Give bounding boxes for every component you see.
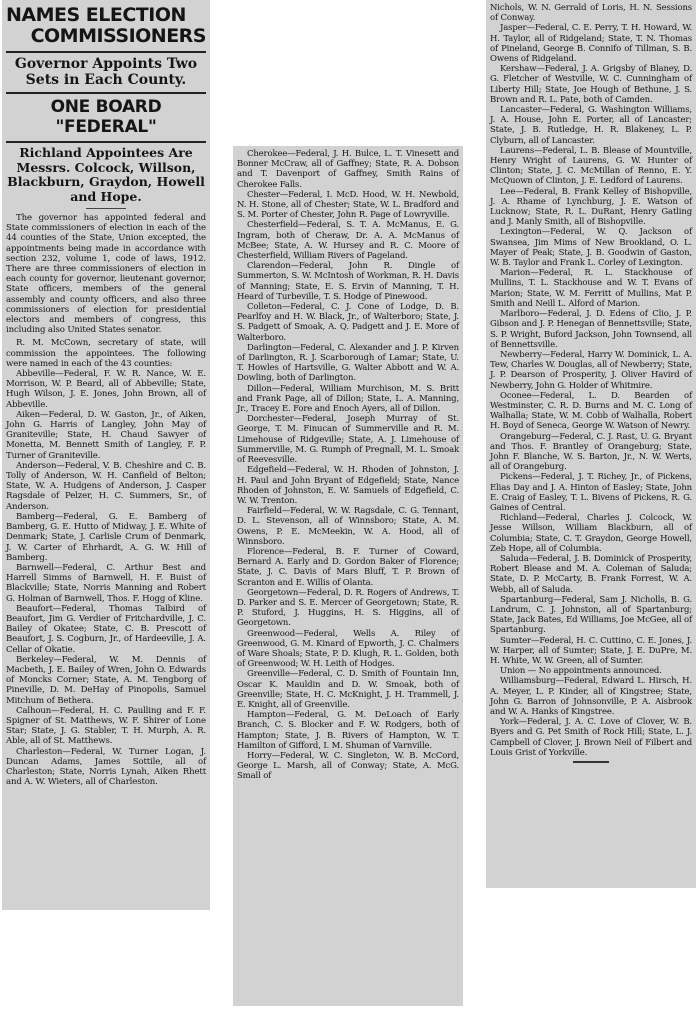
column-3 [486,0,696,888]
county-entry-edgefield: Edgefield—Federal, W. H. Rhoden of Johnston, J. H. Paul and John Bryant of Edgefield; State, Nance Rhoden of Johnston, E. W. Samuels of Edgefield, C. W. W. Trenton. [237,465,459,506]
county-entry-york: York—Federal, J. A. C. Love of Clover, W. B. Byers and G. Pet Smith of Rock Hill; State, L. J. Campbell of Clover, J. Brown Neil of Filbert and Louis Grist of Yorkville. [490,717,692,758]
county-entry-clarendon: Clarendon—Federal, John R. Dingle of Summerton, S. W. McIntosh of Workman, R. H. Davis of Manning; State, E. S. Ervin of Manning, T. H. Heard of Turbeville, T. S. Hodge of Pinewood. [237,261,459,302]
county-entry-berkeley: Berkeley—Federal, W. M. Dennis of Macbeth, J. E. Bailey of Wren, John O. Edwards of Moncks Corner; State, A. M. Tengborg of Pineville, D. M. DeHay of Pinopolis, Samuel Mitchum of Bethera. [6,654,206,706]
county-entry-lexington: Lexington—Federal, W. Q. Jackson of Swansea, Jim Mims of New Brookland, O. L. Mayer of Peak; State, J. B. Goodwin of Gaston, W. B. Taylor and Frank L. Corley of Lexington. [490,227,692,269]
county-entry-darlington: Darlington—Federal, C. Alexander and J. P. Kirven of Darlington, R. J. Scarborough of Lamar; State, U. T. Howles of Hartsville, G. Walter Abbott and W. A. Dowling, both of Darlington. [237,342,459,384]
county-entry-greenwood: Greenwood—Federal, Wells A. Riley of Greenwood, G. M. Kinard of Epworth, J. C. Chalmers of Ware Shoals; State, P. D. Klugh, R. L. Golden, both of Greenwood; W. H. Leith of Hodges. [237,628,459,670]
county-entry-bamberg: Bamberg—Federal, G. E. Bamberg of Bamberg, G. E. Hutto of Midway, J. E. White of Denmark; State, J. Carlisle Crum of Denmark, J. W. Carter of Ehrhardt, A. G. W. Hill of Bamberg. [6,511,206,563]
county-entry-barnwell: Barnwell—Federal, C. Arthur Best and Harrell Simms of Barnwell, H. F. Buist of Blackville; State, Norris Manning and Robert G. Holman of Barnwell, Thos. F. Hogg of Kline. [6,562,206,604]
county-entry-jasper: Jasper—Federal, C. E. Perry, T. H. Howard, W. H. Taylor, all of Ridgeland; State, T. N. Thomas of Pineland, George B. Connifo of Tillman, S. B. Owens of Ridgeland. [490,23,692,65]
county-entry-richland: Richland—Federal, Charles J. Colcock, W. Jesse Willson, William Blackburn, all of Columbia; State, C. T. Graydon, George Howell, Zeb Hope, all of Columbia. [490,513,692,554]
county-entry-horry-continued: Nichols, W. N. Gerrald of Loris, H. N. Sessions of Conway. [490,3,692,24]
county-entry-colleton: Colleton—Federal, C. J. Cone of Lodge, D. B. Pearlfoy and H. W. Black, Jr., of Walterboro; State, J. S. Padgett of Smoak, A. Q. Padgett and J. E. More of Walterboro. [237,302,459,343]
county-entry-fairfield: Fairfield—Federal, W. W. Ragsdale, C. G. Tennant, D. L. Stevenson, all of Winnsboro; State, A. M. Owens, P. E. McMeekin, W. A. Hood, all of Winnsboro. [237,506,459,547]
headline-line-2: COMMISSIONERS [30,25,206,47]
paragraph: The governor has appointed federal and State commissioners of election in each of the 44 counties of the State, Union excepted, the appointments being made in accordance with section 232, volume 1, code of laws, 1912. There are three commissioners of election in each county for governor, lieutenant governor, State officers, members of the general assembly and county officers, and also three commissioners of election for presidential electors and members of congress, this including also United States senator. [6,213,206,336]
county-entry-charleston: Charleston—Federal, W. Turner Logan, J. Duncan Adams, James Sottile, all of Charleston; State, Norris Lynah, Aiken Rhett and A. W. Wieters, all of Charleston. [6,746,206,788]
county-entry-lee: Lee—Federal, B. Frank Kelley of Bishopville, J. A. Rhame of Lynchburg, J. E. Watson of Lucknow; State, R. L. DuRant, Henry Gatling and J. Manly Smith, all of Bishopville. [490,186,692,228]
end-rule [573,761,609,763]
county-entry-saluda: Saluda—Federal, J. B. Dominick of Prosperity, Robert Blease and M. A. Coleman of Saluda; State, D. P. McCarty, B. Frank Forrest, W. A. Webb, all of Saluda. [490,553,692,595]
county-entry-orangeburg: Orangeburg—Federal, C. J. Rast, U. G. Bryant and Thos. F. Brantley of Orangeburg; State, John F. Blanche, W. S. Barton, Jr., N. W. Werts, all of Orangeburg. [490,431,692,473]
county-entry-williamsburg: Williamsburg—Federal, Edward L. Hirsch, H. A. Meyer, L. P. Kinder, all of Kingstree; State, John G. Barron of Johnsonville, P. A. Aisbrook and W. A. Hanks of Kingstree. [490,676,692,718]
county-entry-chesterfield: Chesterfield—Federal, S. T. A. McManus, E. G. Ingram, both of Cheraw, Dr. A. A. McManus of McBee; State, A. W. Hursey and R. C. Moore of Chesterfield, William Rivers of Pageland. [237,220,459,262]
county-entry-lancaster: Lancaster—Federal, G. Washington Williams, J. A. House, John E. Porter, all of Lancaster; State, J. B. Rutledge, H. R. Blakeney, L. P. Clyburn, all of Lancaster. [490,105,692,146]
county-entry-abbeville: Abbeville—Federal, F. W. R. Nance, W. E. Morrison, W. P. Beard, all of Abbeville; State, Hugh Wilson, J. E. Jones, John Brown, all of Abbeville. [6,369,206,410]
county-entry-marlboro: Marlboro—Federal, J. D. Edens of Clio, J. P. Gibson and J. P. Henegan of Bennettsville; State, S. P. Wright, Buford Jackson, John Townsend, all of Bennettsville. [490,309,692,350]
column-2 [233,146,463,1006]
county-entry-oconee: Oconee—Federal, L. D. Bearden of Westminster, C. R. D. Burns and M. C. Long of Walhalla; State, W. M. Cobb of Walhalla, Robert H. Boyd of Seneca, George W. Watson of Newry. [490,390,692,432]
subheadline-3: Richland Appointees Are Messrs. Colcock, Willson, Blackburn, Graydon, Howell and Hope. [7,145,205,204]
headline-rule [6,51,206,53]
county-entry-kershaw: Kershaw—Federal, J. A. Grigsby of Blaney, D. G. Fletcher of Westville, W. C. Cunningham of Liberty Hill; State, Joe Hough of Bethune, J. S. Brown and R. L. Pate, both of Camden. [490,64,692,105]
column-1 [2,0,210,910]
headline-line-1: NAMES ELECTION [6,4,186,26]
county-entry-pickens: Pickens—Federal, J. T. Richey, Jr., of Pickens, Elias Day and J. A. Hinton of Easley; State, John E. Craig of Easley, T. L. Bivens of Pickens, R. G. Gaines of Central. [490,472,692,513]
subheadline-rule-2 [6,141,206,143]
subheadline-2: ONE BOARD "FEDERAL" [50,97,162,137]
county-entry-cherokee: Cherokee—Federal, J. H. Bulce, L. T. Vinesett and Bonner McCraw, all of Gaffney; State, R. A. Dobson and T. Davenport of Gaffney, Smith Rains of Cherokee Falls. [237,149,459,190]
headline-separator [86,208,126,209]
county-entry-chester: Chester—Federal, I. McD. Hood, W. H. Newbold, N. H. Stone, all of Chester; State, W. L. Bradford and S. M. Porter of Chester, John R. Page of Lowryville. [237,189,459,221]
county-entry-beaufort: Beaufort—Federal, Thomas Talbird of Beaufort, Jim G. Verdier of Fritchardville, J. C. Bailey of Okatee; State, C. B. Prescott of Beaufort, J. S. Cogburn, Jr., of Hardeeville, J. A. Cellar of Okatie. [6,603,206,655]
county-entry-florence: Florence—Federal, B. F. Turner of Coward, Bernard A. Early and D. Gordon Baker of Florence; State, J. C. Davis of Mars Bluff, T. P. Brown of Scranton and E. Willis of Olanta. [237,546,459,588]
county-entry-spartanburg: Spartanburg—Federal, Sam J. Nicholls, B. G. Landrum, C. J. Johnston, all of Spartanburg; State, Jack Bates, Ed Williams, Joe McGee, all of Spartanburg. [490,594,692,636]
paragraph: R. M. McCown, secretary of state, will commission the appointees. The following were named in each of the 43 counties: [6,338,206,369]
county-entry-dillon: Dillon—Federal, William Murchison, M. S. Britt and Frank Page, all of Dillon; State, L. A. Manning, Jr., Tracey E. Fore and Enoch Ayers, all of Dillon. [237,383,459,415]
county-entry-marion: Marion—Federal, R. L. Stackhouse of Mullins, T. L. Stackhouse and W. T. Evans of Marion; State, W. M. Ferritt of Mullins, Mat P. Smith and Neill L. Alford of Marion. [490,268,692,309]
county-entry-aiken: Aiken—Federal, D. W. Gaston, Jr., of Aiken, John G. Harris of Langley, John May of Graniteville; State, H. Chaud Sawyer of Monetta, M. Bennett Smith of Langley, F. P. Turner of Graniteville. [6,409,206,461]
county-entry-laurens: Laurens—Federal, L. B. Blease of Mountville, Henry Wright of Laurens, G. W. Hunter of Clinton; State, J. C. McMillan of Renno, E. Y. McQuown of Clinton, J. E. Ledford of Laurens. [490,145,692,187]
county-entry-hampton: Hampton—Federal, G. M. DeLoach of Early Branch, C. S. Blocker and F. W. Rodgers, both of Hampton; State, J. B. Rivers of Hampton, W. T. Hamilton of Gifford, I. M. Shuman of Varnville. [237,710,459,751]
county-entry-newberry: Newberry—Federal, Harry W. Dominick, L. A. Tew, Charles W. Douglas, all of Newberry; State, J. P. Dearson of Prosperity, J. Oliver Havird of Newberry, John G. Holder of Whitmire. [490,349,692,391]
county-entry-greenville: Greenville—Federal, C. D. Smith of Fountain Inn, Oscar K. Mauldin and D. W. Smoak, both of Greenville; State, H. C. McKnight, J. H. Trammell, J. E. Knight, all of Greenville. [237,669,459,710]
county-entry-horry: Horry—Federal, W. C. Singleton, W. B. McCord, George L. Marsh, all of Conway; State, A. McG. Small of [237,750,459,782]
county-entry-dorchester: Dorchester—Federal, Joseph Murray of St. George, T. M. Finucan of Summerville and R. M. Limehouse of Ridgeville; State, A. J. Limehouse of Summerville, M. G. Rumph of Pregnall, M. L. Smoak of Reevesville. [237,414,459,466]
county-entry-union: Union — No appointments announced. [500,666,662,677]
county-entry-sumter: Sumter—Federal, H. C. Cuttino, C. E. Jones, J. W. Harper, all of Sumter; State, J. E. DuPre, M. H. White, W. W. Green, all of Sumter. [490,635,692,666]
county-entry-calhoun: Calhoun—Federal, H. C. Paulling and F. F. Spigner of St. Matthews, W. F. Shirer of Lone Star; State, J. G. Stabler, T. H. Murph, A. R. Able, all of St. Matthews. [6,705,206,747]
subheadline-1: Governor Appoints Two Sets in Each County. [14,56,198,88]
subheadline-rule-1 [6,92,206,94]
county-entry-georgetown: Georgetown—Federal, D. R. Rogers of Andrews, T. D. Parker and S. E. Mercer of Georgetown; State, R. P. Stuford, J. Huggins, H. S. Higgins, all of Georgetown. [237,587,459,629]
county-entry-anderson: Anderson—Federal, V. B. Cheshire and C. B. Tolly of Anderson, W. H. Canfield of Belton; State, W. A. Hudgens of Anderson, J. Casper Ragsdale of Pelzer, H. C. Summers, Sr., of Anderson. [6,460,206,512]
